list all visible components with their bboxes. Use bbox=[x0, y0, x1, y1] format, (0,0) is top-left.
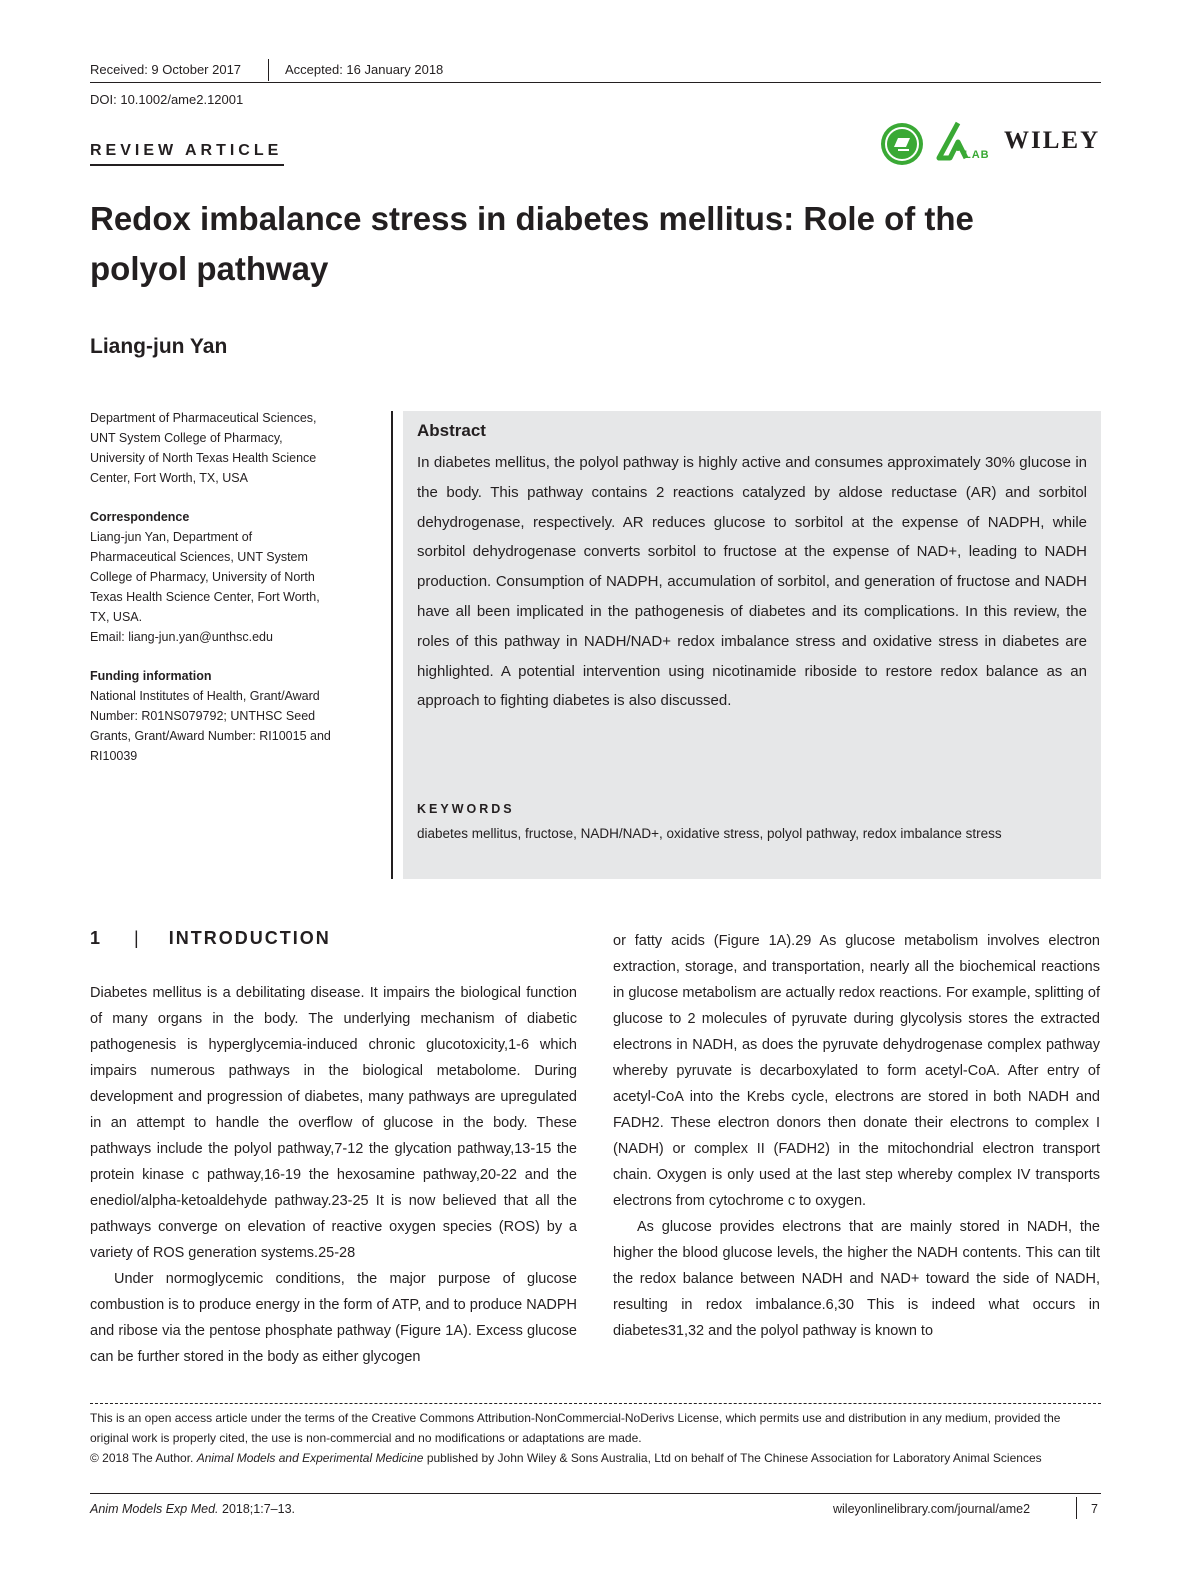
funding-heading: Funding information bbox=[90, 669, 212, 683]
abstract-bar bbox=[391, 411, 393, 879]
affiliation-line: University of North Texas Health Science bbox=[90, 451, 317, 465]
paragraph: As glucose provides electrons that are mainly stored in NADH, the higher the blood glucose levels, the higher the NADH contents. This can tilt the redox balance between NADH and NAD+ toward the side of NADH, resulting in redox imbalance.6,30 This is indeed what occurs in diabetes31,32 and the polyol pathway is known to bbox=[613, 1219, 1100, 1339]
left-column bbox=[90, 980, 577, 1370]
paragraph: Under normoglycemic conditions, the major purpose of glucose combustion is to produce energy in the form of ATP, and to produce NADPH and ribose via the pentose phosphate pathway (Figure 1A). Excess glucose can be further stored in the body as either glycogen bbox=[90, 1271, 577, 1365]
correspondence-email[interactable]: Email: liang-jun.yan@unthsc.edu bbox=[90, 630, 273, 644]
section-number: 1 bbox=[90, 928, 103, 948]
correspondence-line: Liang-jun Yan, Department of bbox=[90, 530, 253, 544]
copyright-prefix: © 2018 The Author. bbox=[90, 1451, 197, 1465]
lab-logo bbox=[936, 120, 992, 164]
funding-line: National Institutes of Health, Grant/Award bbox=[90, 689, 320, 703]
correspondence-line: Pharmaceutical Sciences, UNT System bbox=[90, 550, 308, 564]
funding-information bbox=[90, 666, 380, 766]
accepted-date: Accepted: 16 January 2018 bbox=[285, 62, 444, 77]
paragraph: Diabetes mellitus is a debilitating disease. It impairs the biological function of many organs in the body. The underlying mechanism of diabetic pathogenesis is hyperglycemia-induced chronic glucotoxicity,1-6 which impairs numerous pathways in the biological metabolome. During development and progression of diabetes, many pathways are upregulated in an attempt to handle the overflow of glucose in the body. These pathways include the polyol pathway,7-12 the glycation pathway,13-15 the protein kinase c pathway,16-19 the hexosamine pathway,20-22 and the enediol/alpha-ketoaldehyde pathway.23-25 It is now believed that all the pathways converge on elevation of reactive oxygen species (ROS) by a variety of ROS generation systems.25-28 bbox=[90, 985, 577, 1261]
page-number: 7 bbox=[1091, 1502, 1098, 1516]
affiliation bbox=[90, 408, 380, 488]
footer-rule bbox=[90, 1493, 1101, 1494]
copyright-suffix: published by John Wiley & Sons Australia, Ltd on behalf of The Chinese Association for Laboratory Animal Sciences bbox=[423, 1451, 1042, 1465]
affiliation-line: Center, Fort Worth, TX, USA bbox=[90, 471, 248, 485]
section-title: INTRODUCTION bbox=[168, 928, 331, 948]
footnote-rule bbox=[90, 1403, 1101, 1404]
correspondence bbox=[90, 507, 380, 647]
author-name[interactable]: Liang-jun Yan bbox=[90, 335, 228, 358]
correspondence-line: TX, USA. bbox=[90, 610, 143, 624]
header-rule bbox=[90, 82, 1101, 83]
correspondence-heading: Correspondence bbox=[90, 510, 190, 524]
journal-name: Animal Models and Experimental Medicine bbox=[196, 1451, 424, 1465]
keywords-text: diabetes mellitus, fructose, NADH/NAD+, oxidative stress, polyol pathway, redox imbalance stress bbox=[417, 826, 1002, 841]
title-line-2: polyol pathway bbox=[90, 250, 329, 287]
abstract-box bbox=[403, 411, 1101, 879]
journal-url[interactable]: wileyonlinelibrary.com/journal/ame2 bbox=[833, 1502, 1031, 1516]
paragraph: or fatty acids (Figure 1A).29 As glucose metabolism involves electron extraction, storage, and transportation, nearly all the biochemical reactions in glucose metabolism are actually redox reactions. For example, splitting of glucose to 2 molecules of pyruvate during glycolysis stores the extracted electrons in NADH, as does the pyruvate dehydrogenase complex pathway whereby pyruvate is decarboxylated to form acetyl-CoA. After entry of acetyl-CoA into the Krebs cycle, electrons are stored in both NADH and FADH2. These electron donors then donate their electrons to complex I (NADH) or complex II (FADH2) in the mitochondrial electron transport chain. Oxygen is only used at the last step whereby complex IV transports electrons from cytochrome c to oxygen. bbox=[613, 933, 1100, 1209]
affiliation-line: Department of Pharmaceutical Sciences, bbox=[90, 411, 317, 425]
funding-line: RI10039 bbox=[90, 749, 138, 763]
doi[interactable]: DOI: 10.1002/ame2.12001 bbox=[90, 92, 244, 107]
citation-journal: Anim Models Exp Med. bbox=[90, 1502, 219, 1516]
article-type: REVIEW ARTICLE bbox=[90, 142, 283, 159]
title-line-1: Redox imbalance stress in diabetes mellitus: Role of the bbox=[90, 200, 974, 237]
header-divider bbox=[268, 59, 269, 81]
citation-details: 2018;1:7–13. bbox=[218, 1502, 295, 1516]
received-date: Received: 9 October 2017 bbox=[90, 62, 242, 77]
license-text: This is an open access article under the terms of the Creative Commons Attribution-NonCommercial-NoDerivs License, which permits use and distribution in any medium, provided the original work is properly cited, the use is non-commercial and no modifications or adaptations are made. bbox=[90, 1411, 1061, 1445]
footer-divider bbox=[1076, 1497, 1077, 1519]
abstract-text: In diabetes mellitus, the polyol pathway is highly active and consumes approximately 30% glucose in the body. This pathway contains 2 reactions catalyzed by aldose reductase (AR) and sorbitol dehydrogenase, respectively. AR reduces glucose to sorbitol at the expense of NADPH, while sorbitol dehydrogenase converts sorbitol to fructose at the expense of NAD+, leading to NADH production. Consumption of NADPH, accumulation of sorbitol, and generation of fructose and NADH have all been implicated in the pathogenesis of diabetes and its complications. In this review, the roles of this pathway in NADH/NAD+ redox imbalance stress and oxidative stress in diabetes are highlighted. A potential intervention using nicotinamide riboside to restore redox balance as an approach to fighting diabetes is also discussed. bbox=[417, 454, 1087, 710]
section-separator: | bbox=[134, 928, 141, 948]
funding-line: Number: R01NS079792; UNTHSC Seed bbox=[90, 709, 316, 723]
right-column bbox=[613, 928, 1100, 1344]
section-heading bbox=[90, 928, 331, 949]
copyright-text bbox=[90, 1448, 1100, 1468]
wiley-logo: WILEY bbox=[1004, 127, 1101, 154]
lab-logo-text: LAB bbox=[964, 149, 990, 161]
license-note bbox=[90, 1408, 1100, 1468]
journal-logo bbox=[881, 123, 923, 165]
funding-line: Grants, Grant/Award Number: RI10015 and bbox=[90, 729, 331, 743]
correspondence-line: College of Pharmacy, University of North bbox=[90, 570, 315, 584]
keywords-heading: KEYWORDS bbox=[417, 802, 515, 816]
correspondence-line: Texas Health Science Center, Fort Worth, bbox=[90, 590, 320, 604]
article-title bbox=[90, 194, 1100, 294]
article-type-underline bbox=[90, 164, 284, 166]
affiliation-line: UNT System College of Pharmacy, bbox=[90, 431, 283, 445]
citation bbox=[90, 1502, 295, 1516]
abstract-heading: Abstract bbox=[417, 421, 486, 440]
